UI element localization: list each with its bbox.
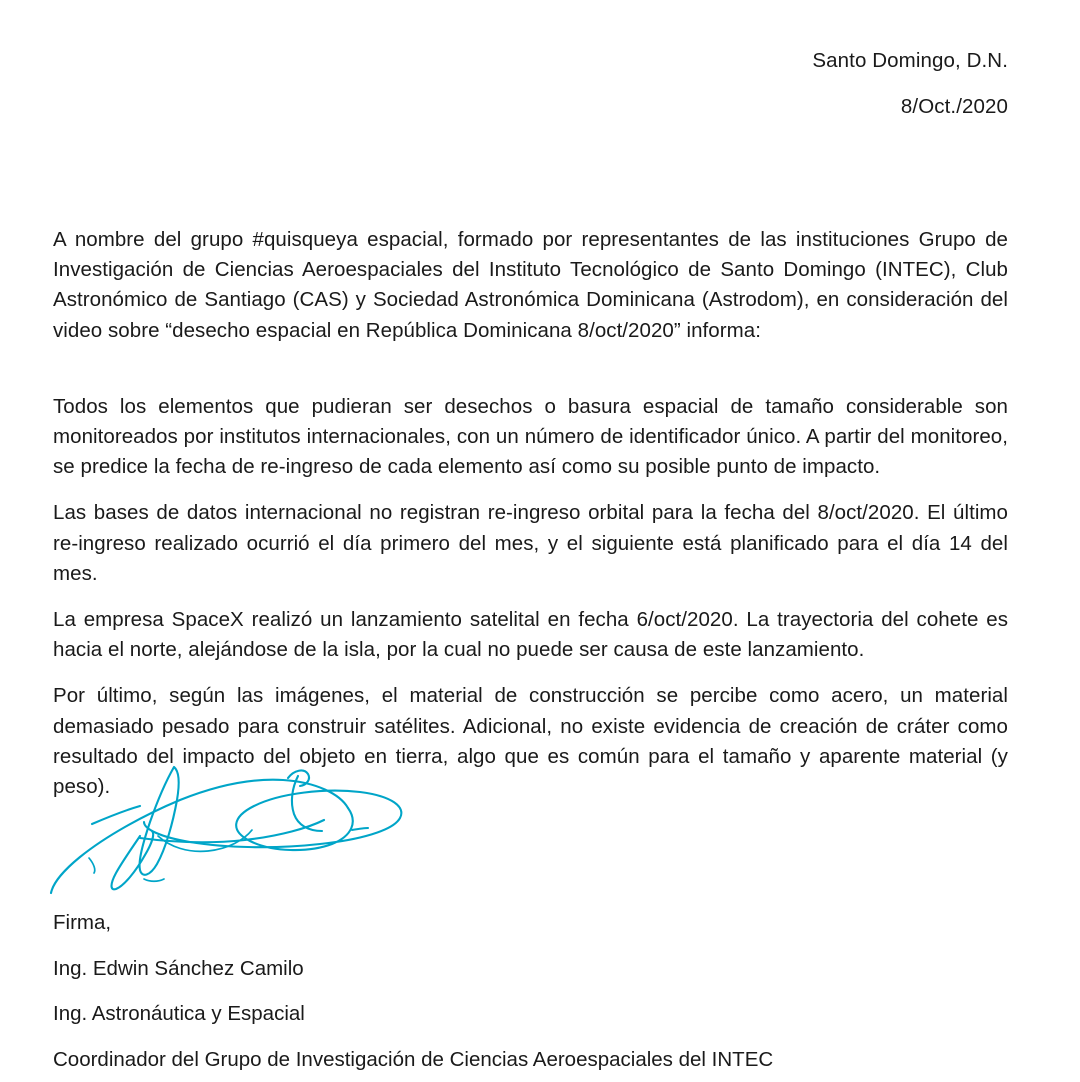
body-paragraph-3: Las bases de datos internacional no registran re-ingreso orbital para la fecha del 8/oct/2020. El último re-ingreso realizado ocurrió el día primero del mes, y el siguiente está planificado para el día 14 del mes. (53, 498, 1008, 589)
paragraph-spacer (53, 589, 1008, 605)
body-paragraph-4: La empresa SpaceX realizó un lanzamiento satelital en fecha 6/oct/2020. La trayectoria del cohete es hacia el norte, alejándose de la isla, por la cual no puede ser causa de este lanzamiento. (53, 605, 1008, 665)
body-paragraph-5: Por último, según las imágenes, el material de construcción se percibe como acero, un material demasiado pesado para construir satélites. Adicional, no existe evidencia de creación de cráter como resultado del impacto del objeto en tierra, algo que es común para el tamaño y aparente material (y peso). (53, 681, 1008, 802)
closing-firma-label: Firma, (53, 900, 1008, 946)
header-date: 8/Oct./2020 (53, 84, 1008, 130)
paragraph-spacer (53, 665, 1008, 681)
paragraph-spacer (53, 482, 1008, 498)
body-paragraph-2: Todos los elementos que pudieran ser desechos o basura espacial de tamaño considerable son monitoreados por institutos internacionales, con un número de identificador único. A partir del monitoreo, se predice la fecha de re-ingreso de cada elemento así como su posible punto de impacto. (53, 392, 1008, 483)
signer-name: Ing. Edwin Sánchez Camilo (53, 946, 1008, 992)
signer-title: Ing. Astronáutica y Espacial (53, 991, 1008, 1037)
paragraph-spacer (53, 346, 1008, 392)
header-place: Santo Domingo, D.N. (53, 38, 1008, 84)
signer-role: Coordinador del Grupo de Investigación de Ciencias Aeroespaciales del INTEC (53, 1037, 1008, 1082)
letter-closing (53, 900, 1008, 1082)
letter-body (53, 225, 1008, 802)
letter-header (53, 38, 1008, 130)
body-paragraph-1: A nombre del grupo #quisqueya espacial, formado por representantes de las instituciones Grupo de Investigación de Ciencias Aeroespaciales del Instituto Tecnológico de Santo Domingo (INTEC), Club Astronómico de Santiago (CAS) y Sociedad Astronómica Dominicana (Astrodom), en consideración del video sobre “desecho espacial en República Dominicana 8/oct/2020” informa: (53, 225, 1008, 346)
